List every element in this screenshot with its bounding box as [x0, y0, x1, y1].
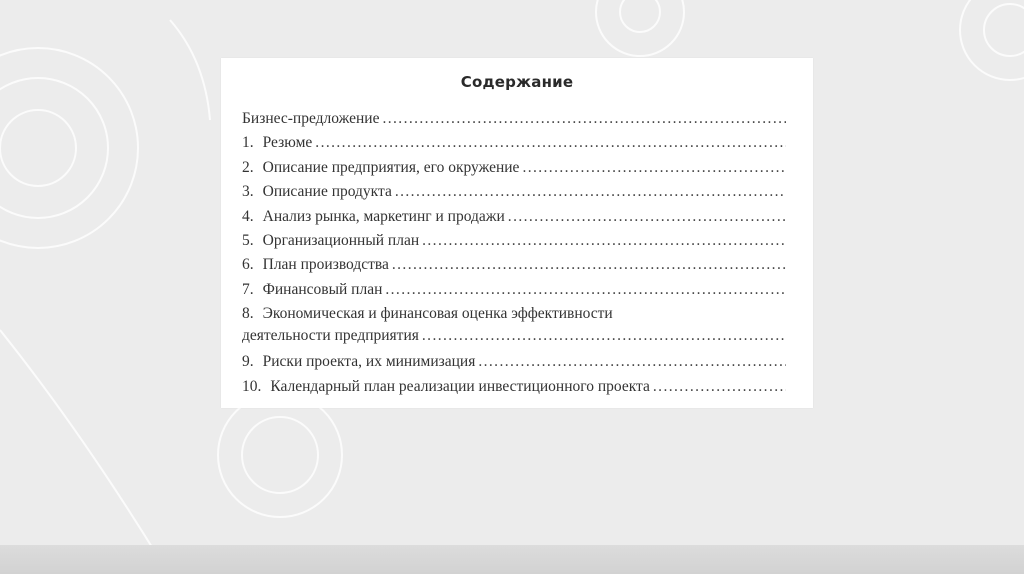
toc-item: [242, 378, 786, 402]
toc-item-label: Организационный план: [262, 231, 420, 249]
toc-item-label: Описание продукта: [262, 183, 392, 201]
toc-item: [242, 208, 786, 232]
toc-leader-dots: [478, 353, 786, 371]
toc-item: [242, 159, 786, 183]
toc-item: [242, 232, 786, 256]
toc-item: [242, 353, 786, 377]
toc-item-number: 1.: [242, 134, 254, 152]
toc-item-number: 5.: [242, 231, 254, 249]
toc-leader-dots: [653, 378, 786, 396]
toc-item-number: 7.: [242, 280, 254, 298]
toc-leader-dots: [385, 281, 786, 299]
toc-leader-dots: [422, 232, 786, 250]
toc-title: Содержание: [460, 73, 574, 91]
toc-item-number: 9.: [242, 353, 254, 371]
toc-leader-dots: [315, 134, 786, 152]
toc-item-number: 2.: [242, 158, 254, 176]
toc-item-label: Финансовый план: [262, 280, 383, 298]
bottom-band: [0, 545, 1024, 574]
toc-item-number: 10.: [242, 377, 262, 395]
toc-item-label: Календарный план реализации инвестиционного проекта: [270, 377, 650, 395]
toc-item-number: 3.: [242, 183, 254, 201]
toc-item-label: Анализ рынка, маркетинг и продажи: [262, 207, 505, 225]
toc-item-label: Экономическая и финансовая оценка эффективности: [262, 305, 613, 323]
toc-item-label-continued: деятельности предприятия: [242, 327, 419, 345]
toc-leader-dots: [508, 208, 786, 226]
toc-item-label: Бизнес-предложение: [242, 110, 380, 127]
toc-item: [242, 183, 786, 207]
toc-item: [242, 134, 786, 158]
toc-leader-dots: [395, 183, 786, 201]
toc-item-label: План производства: [262, 256, 389, 274]
toc-leader-dots: [382, 110, 786, 128]
toc-list: [242, 110, 786, 402]
toc-item-label: Описание предприятия, его окружение: [262, 158, 520, 176]
toc-item-label: Резюме: [262, 134, 313, 152]
toc-item-number: 4.: [242, 207, 254, 225]
toc-leader-dots: [422, 327, 786, 345]
toc-leader-dots: [392, 256, 786, 274]
toc-item: [242, 281, 786, 305]
toc-leader-dots: [522, 159, 786, 177]
toc-item-number: 6.: [242, 256, 254, 274]
toc-item: [242, 110, 786, 134]
toc-item: [242, 305, 786, 353]
toc-item-number: 8.: [242, 305, 254, 323]
toc-card: [221, 58, 813, 408]
toc-item-label: Риски проекта, их минимизация: [262, 353, 476, 371]
toc-item: [242, 256, 786, 280]
